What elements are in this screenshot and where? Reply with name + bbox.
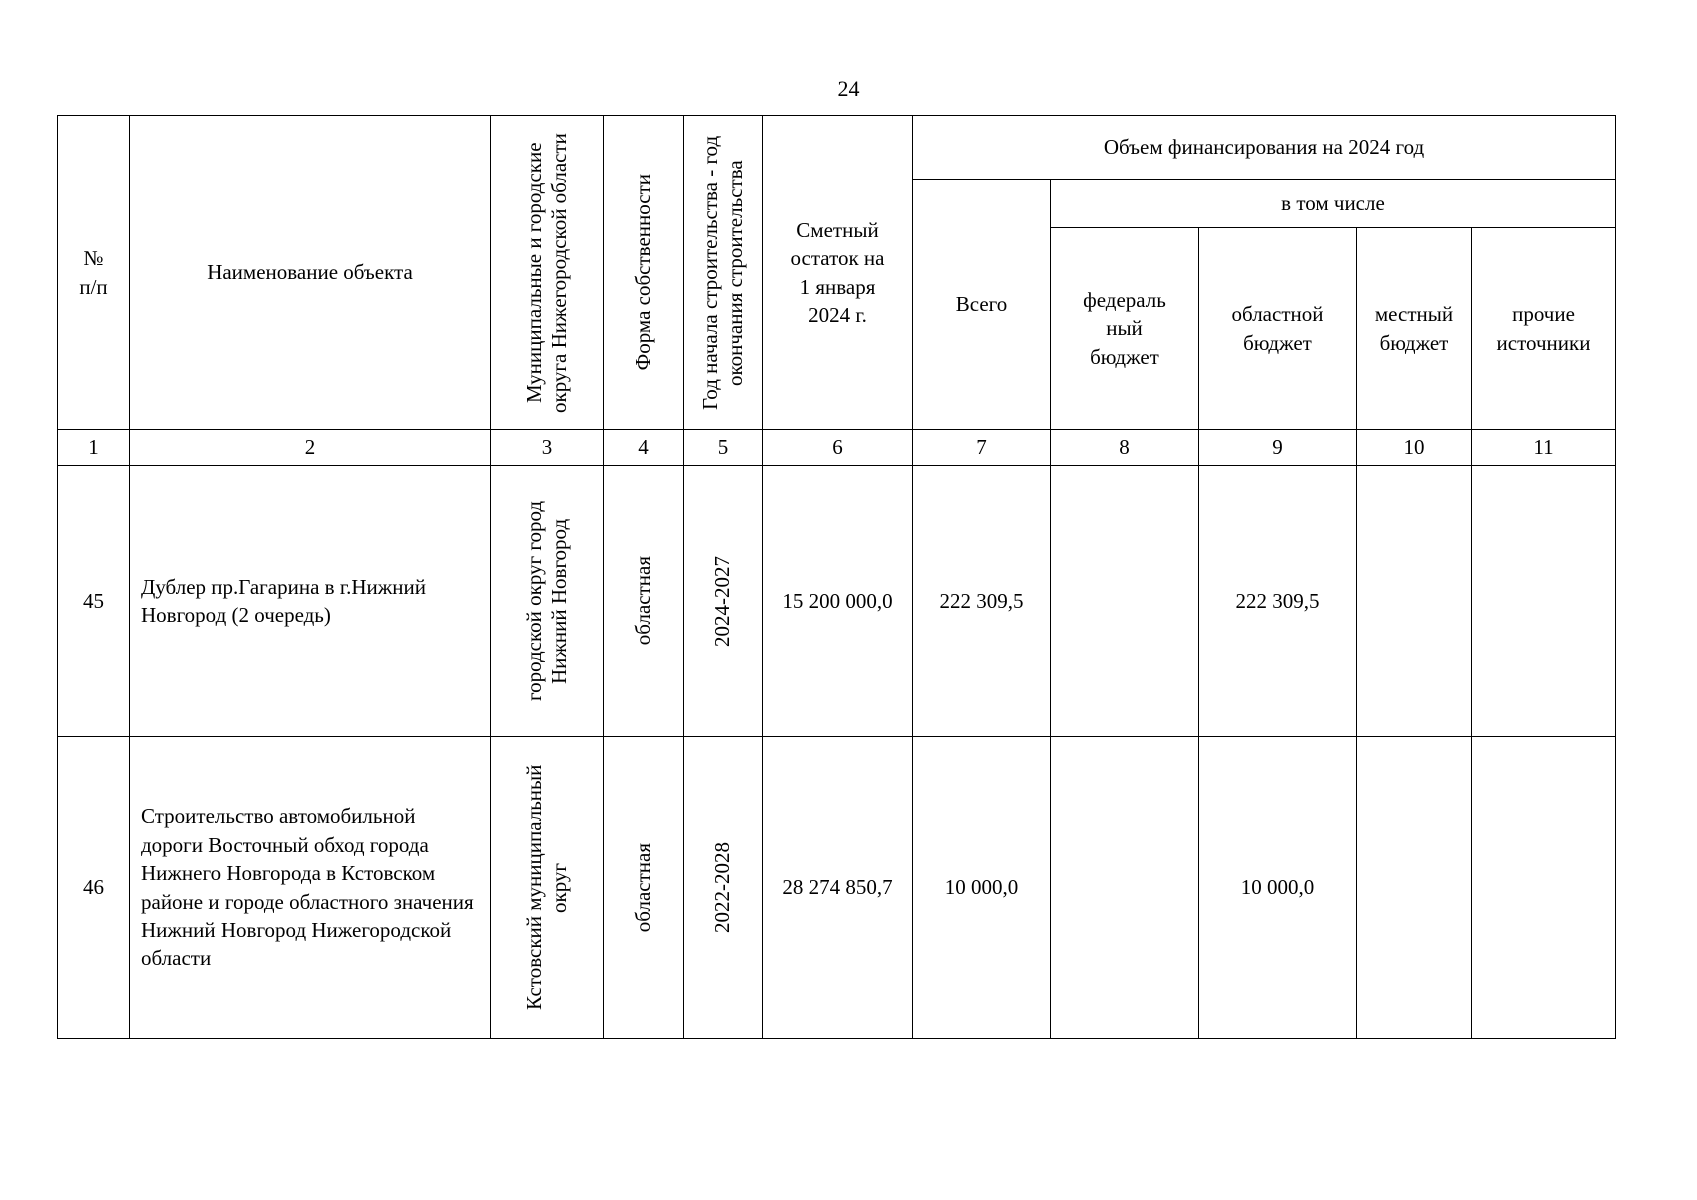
column-number: 3 — [491, 430, 604, 466]
header-years — [684, 116, 763, 430]
row-ownership-text: областная — [630, 556, 655, 646]
row-years — [684, 737, 763, 1039]
header-num: № п/п — [58, 116, 130, 430]
header-ownership — [604, 116, 684, 430]
header-funding: Объем финансирования на 2024 год — [913, 116, 1616, 180]
row-other — [1472, 737, 1616, 1039]
row-other — [1472, 466, 1616, 737]
row-estimate: 15 200 000,0 — [763, 466, 913, 737]
row-federal — [1051, 466, 1199, 737]
table-row — [58, 466, 1616, 737]
row-total: 10 000,0 — [913, 737, 1051, 1039]
header-name: Наименование объекта — [130, 116, 491, 430]
row-regional: 222 309,5 — [1199, 466, 1357, 737]
header-regional: областной бюджет — [1199, 228, 1357, 430]
header-estimate: Сметный остаток на 1 января 2024 г. — [763, 116, 913, 430]
column-number: 6 — [763, 430, 913, 466]
column-number: 10 — [1357, 430, 1472, 466]
header-years-text: Год начала строительства - год окончания строительства — [697, 135, 747, 410]
column-number: 8 — [1051, 430, 1199, 466]
row-municipal — [491, 737, 604, 1039]
row-years-text: 2022-2028 — [710, 842, 735, 933]
row-regional: 10 000,0 — [1199, 737, 1357, 1039]
row-ownership-text: областная — [630, 842, 655, 933]
row-municipal-text: Кстовский муниципальный округ — [521, 764, 571, 1011]
page-number: 24 — [837, 76, 860, 101]
row-federal — [1051, 737, 1199, 1039]
row-total: 222 309,5 — [913, 466, 1051, 737]
column-number: 9 — [1199, 430, 1357, 466]
row-municipal-text: городской округ город Нижний Новгород — [521, 500, 571, 702]
row-num: 46 — [58, 737, 130, 1039]
row-years-text: 2024-2027 — [710, 555, 735, 647]
row-num: 45 — [58, 466, 130, 737]
column-number-row — [58, 430, 1616, 466]
row-local — [1357, 466, 1472, 737]
row-name: Строительство автомобильной дороги Восточный обход города Нижнего Новгорода в Кстовском районе и городе областного значения Нижний Новгород Нижегородской области — [130, 737, 491, 1039]
column-number: 2 — [130, 430, 491, 466]
header-row-1 — [58, 116, 1616, 180]
financing-table — [57, 115, 1616, 1039]
row-local — [1357, 737, 1472, 1039]
header-federal: федераль ный бюджет — [1051, 228, 1199, 430]
header-local: местный бюджет — [1357, 228, 1472, 430]
column-number: 1 — [58, 430, 130, 466]
table-row — [58, 737, 1616, 1039]
header-other: прочие источники — [1472, 228, 1616, 430]
header-municipal-text: Муниципальные и городские округа Нижегородской области — [521, 132, 571, 413]
header-municipal — [491, 116, 604, 430]
column-number: 5 — [684, 430, 763, 466]
header-ownership-text: Форма собственности — [630, 174, 655, 371]
column-number: 7 — [913, 430, 1051, 466]
row-estimate: 28 274 850,7 — [763, 737, 913, 1039]
row-name: Дублер пр.Гагарина в г.Нижний Новгород (2 очередь) — [130, 466, 491, 737]
header-total: Всего — [913, 180, 1051, 430]
header-including: в том числе — [1051, 180, 1616, 228]
column-number: 11 — [1472, 430, 1616, 466]
row-ownership — [604, 737, 684, 1039]
row-years — [684, 466, 763, 737]
column-number: 4 — [604, 430, 684, 466]
row-municipal — [491, 466, 604, 737]
row-ownership — [604, 466, 684, 737]
